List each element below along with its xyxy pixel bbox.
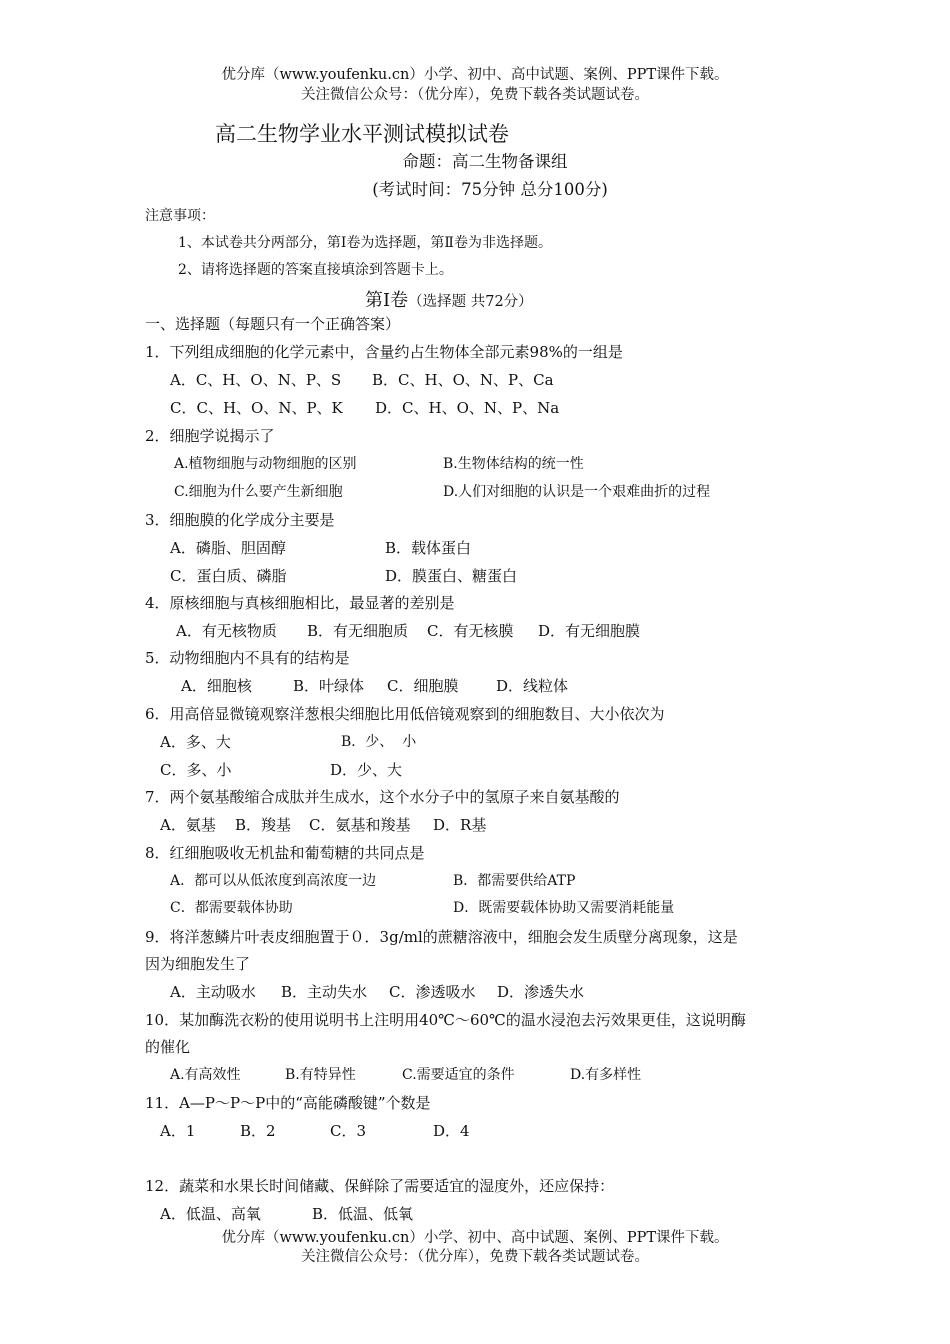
question-stem: 3．细胞膜的化学成分主要是 — [145, 511, 335, 529]
volume-heading — [365, 286, 533, 312]
option: B．都需要供给ATP — [453, 873, 576, 889]
volume-name: 第Ⅰ卷 — [365, 290, 409, 311]
question-stem-continued: 因为细胞发生了 — [145, 955, 251, 973]
option: D．渗透失水 — [497, 983, 585, 1001]
author-line: 命题：高二生物备课组 — [402, 152, 568, 171]
option: A.植物细胞与动物细胞的区别 — [174, 456, 357, 472]
question-stem: 4．原核细胞与真核细胞相比，最显著的差别是 — [145, 594, 455, 612]
question-stem: 7．两个氨基酸缩合成肽并生成水，这个水分子中的氢原子来自氨基酸的 — [145, 788, 620, 806]
option: B．载体蛋白 — [385, 539, 472, 557]
option: A．1 — [160, 1122, 196, 1140]
page-title: 高二生物学业水平测试模拟试卷 — [215, 122, 509, 146]
note-item: 1、本试卷共分两部分，第Ⅰ卷为选择题，第Ⅱ卷为非选择题。 — [178, 235, 552, 251]
option: D.有多样性 — [570, 1067, 642, 1083]
option: C．3 — [330, 1122, 367, 1140]
option: B．有无细胞质 — [307, 622, 409, 640]
option: D．有无细胞膜 — [538, 622, 641, 640]
option: C．有无核膜 — [427, 622, 514, 640]
option: C．细胞膜 — [387, 677, 459, 695]
notes-heading: 注意事项： — [145, 208, 215, 224]
footer-line-2: 关注微信公众号：（优分库），免费下载各类试题试卷。 — [301, 1249, 649, 1265]
option: C．蛋白质、磷脂 — [170, 567, 287, 585]
question-stem: 6．用高倍显微镜观察洋葱根尖细胞比用低倍镜观察到的细胞数目、大小依次为 — [145, 705, 665, 723]
option: B．羧基 — [235, 816, 292, 834]
option: A．低温、高氧 — [160, 1205, 261, 1223]
option: C．都需要载体协助 — [170, 900, 293, 916]
option: C.细胞为什么要产生新细胞 — [174, 484, 343, 500]
question-stem-continued: 的催化 — [145, 1038, 191, 1056]
question-stem: 1．下列组成细胞的化学元素中，含量约占生物体全部元素98%的一组是 — [145, 343, 623, 361]
option: B.有特异性 — [285, 1067, 356, 1083]
question-stem: 9．将洋葱鳞片叶表皮细胞置于０．3g/ml的蔗糖溶液中，细胞会发生质壁分离现象，这是 — [145, 928, 738, 946]
option: A．主动吸水 — [170, 983, 256, 1001]
option: C．氨基和羧基 — [309, 816, 411, 834]
question-stem: 12．蔬菜和水果长时间储藏、保鲜除了需要适宜的湿度外，还应保持： — [145, 1177, 615, 1195]
header-line-1: 优分库（www.youfenku.cn）小学、初中、高中试题、案例、PPT课件下载。 — [221, 67, 729, 83]
option: B．C、H、O、N、P、Ca — [372, 371, 554, 389]
header-line-2: 关注微信公众号：（优分库），免费下载各类试题试卷。 — [301, 87, 649, 103]
option: B．叶绿体 — [293, 677, 365, 695]
option: B.生物体结构的统一性 — [443, 456, 584, 472]
option: D．既需要载体协助又需要消耗能量 — [453, 900, 675, 916]
option: D．膜蛋白、糖蛋白 — [385, 567, 518, 585]
option: D．4 — [433, 1122, 470, 1140]
option: A．细胞核 — [181, 677, 252, 695]
option: C．C、H、O、N、P、K — [170, 399, 343, 417]
option: D.人们对细胞的认识是一个艰难曲折的过程 — [443, 484, 711, 500]
option: B．主动失水 — [281, 983, 368, 1001]
option: A．氨基 — [160, 816, 216, 834]
question-stem: 8．红细胞吸收无机盐和葡萄糖的共同点是 — [145, 844, 425, 862]
question-stem: 11．A—P～P～P中的“高能磷酸键”个数是 — [145, 1094, 431, 1112]
exam-time-info: (考试时间：75分钟 总分100分) — [372, 180, 608, 199]
question-stem: 2．细胞学说揭示了 — [145, 427, 275, 445]
option: A．多、大 — [160, 733, 231, 751]
option: C．渗透吸水 — [389, 983, 476, 1001]
option: A．C、H、O、N、P、S — [170, 371, 342, 389]
option: D．C、H、O、N、P、Na — [375, 399, 560, 417]
option: D．R基 — [433, 816, 487, 834]
note-item: 2、请将选择题的答案直接填涂到答题卡上。 — [178, 262, 453, 278]
option: D．线粒体 — [496, 677, 569, 695]
option: C.需要适宜的条件 — [402, 1067, 515, 1083]
option: D．少、大 — [330, 761, 403, 779]
option: B．低温、低氧 — [312, 1205, 414, 1223]
option: C．多、小 — [160, 761, 232, 779]
question-stem: 5．动物细胞内不具有的结构是 — [145, 649, 350, 667]
option: B．2 — [240, 1122, 276, 1140]
option: A．都可以从低浓度到高浓度一边 — [170, 873, 377, 889]
question-stem: 10．某加酶洗衣粉的使用说明书上注明用40℃～60℃的温水浸泡去污效果更佳，这说明酶 — [145, 1011, 746, 1029]
option: B．少、 小 — [341, 734, 417, 750]
section-title: 一、选择题（每题只有一个正确答案） — [145, 315, 401, 333]
option: A．磷脂、胆固醇 — [170, 539, 286, 557]
footer-line-1: 优分库（www.youfenku.cn）小学、初中、高中试题、案例、PPT课件下载。 — [221, 1230, 729, 1246]
option: A.有高效性 — [170, 1067, 241, 1083]
option: A．有无核物质 — [176, 622, 277, 640]
volume-detail: （选择题 共72分） — [408, 294, 533, 310]
